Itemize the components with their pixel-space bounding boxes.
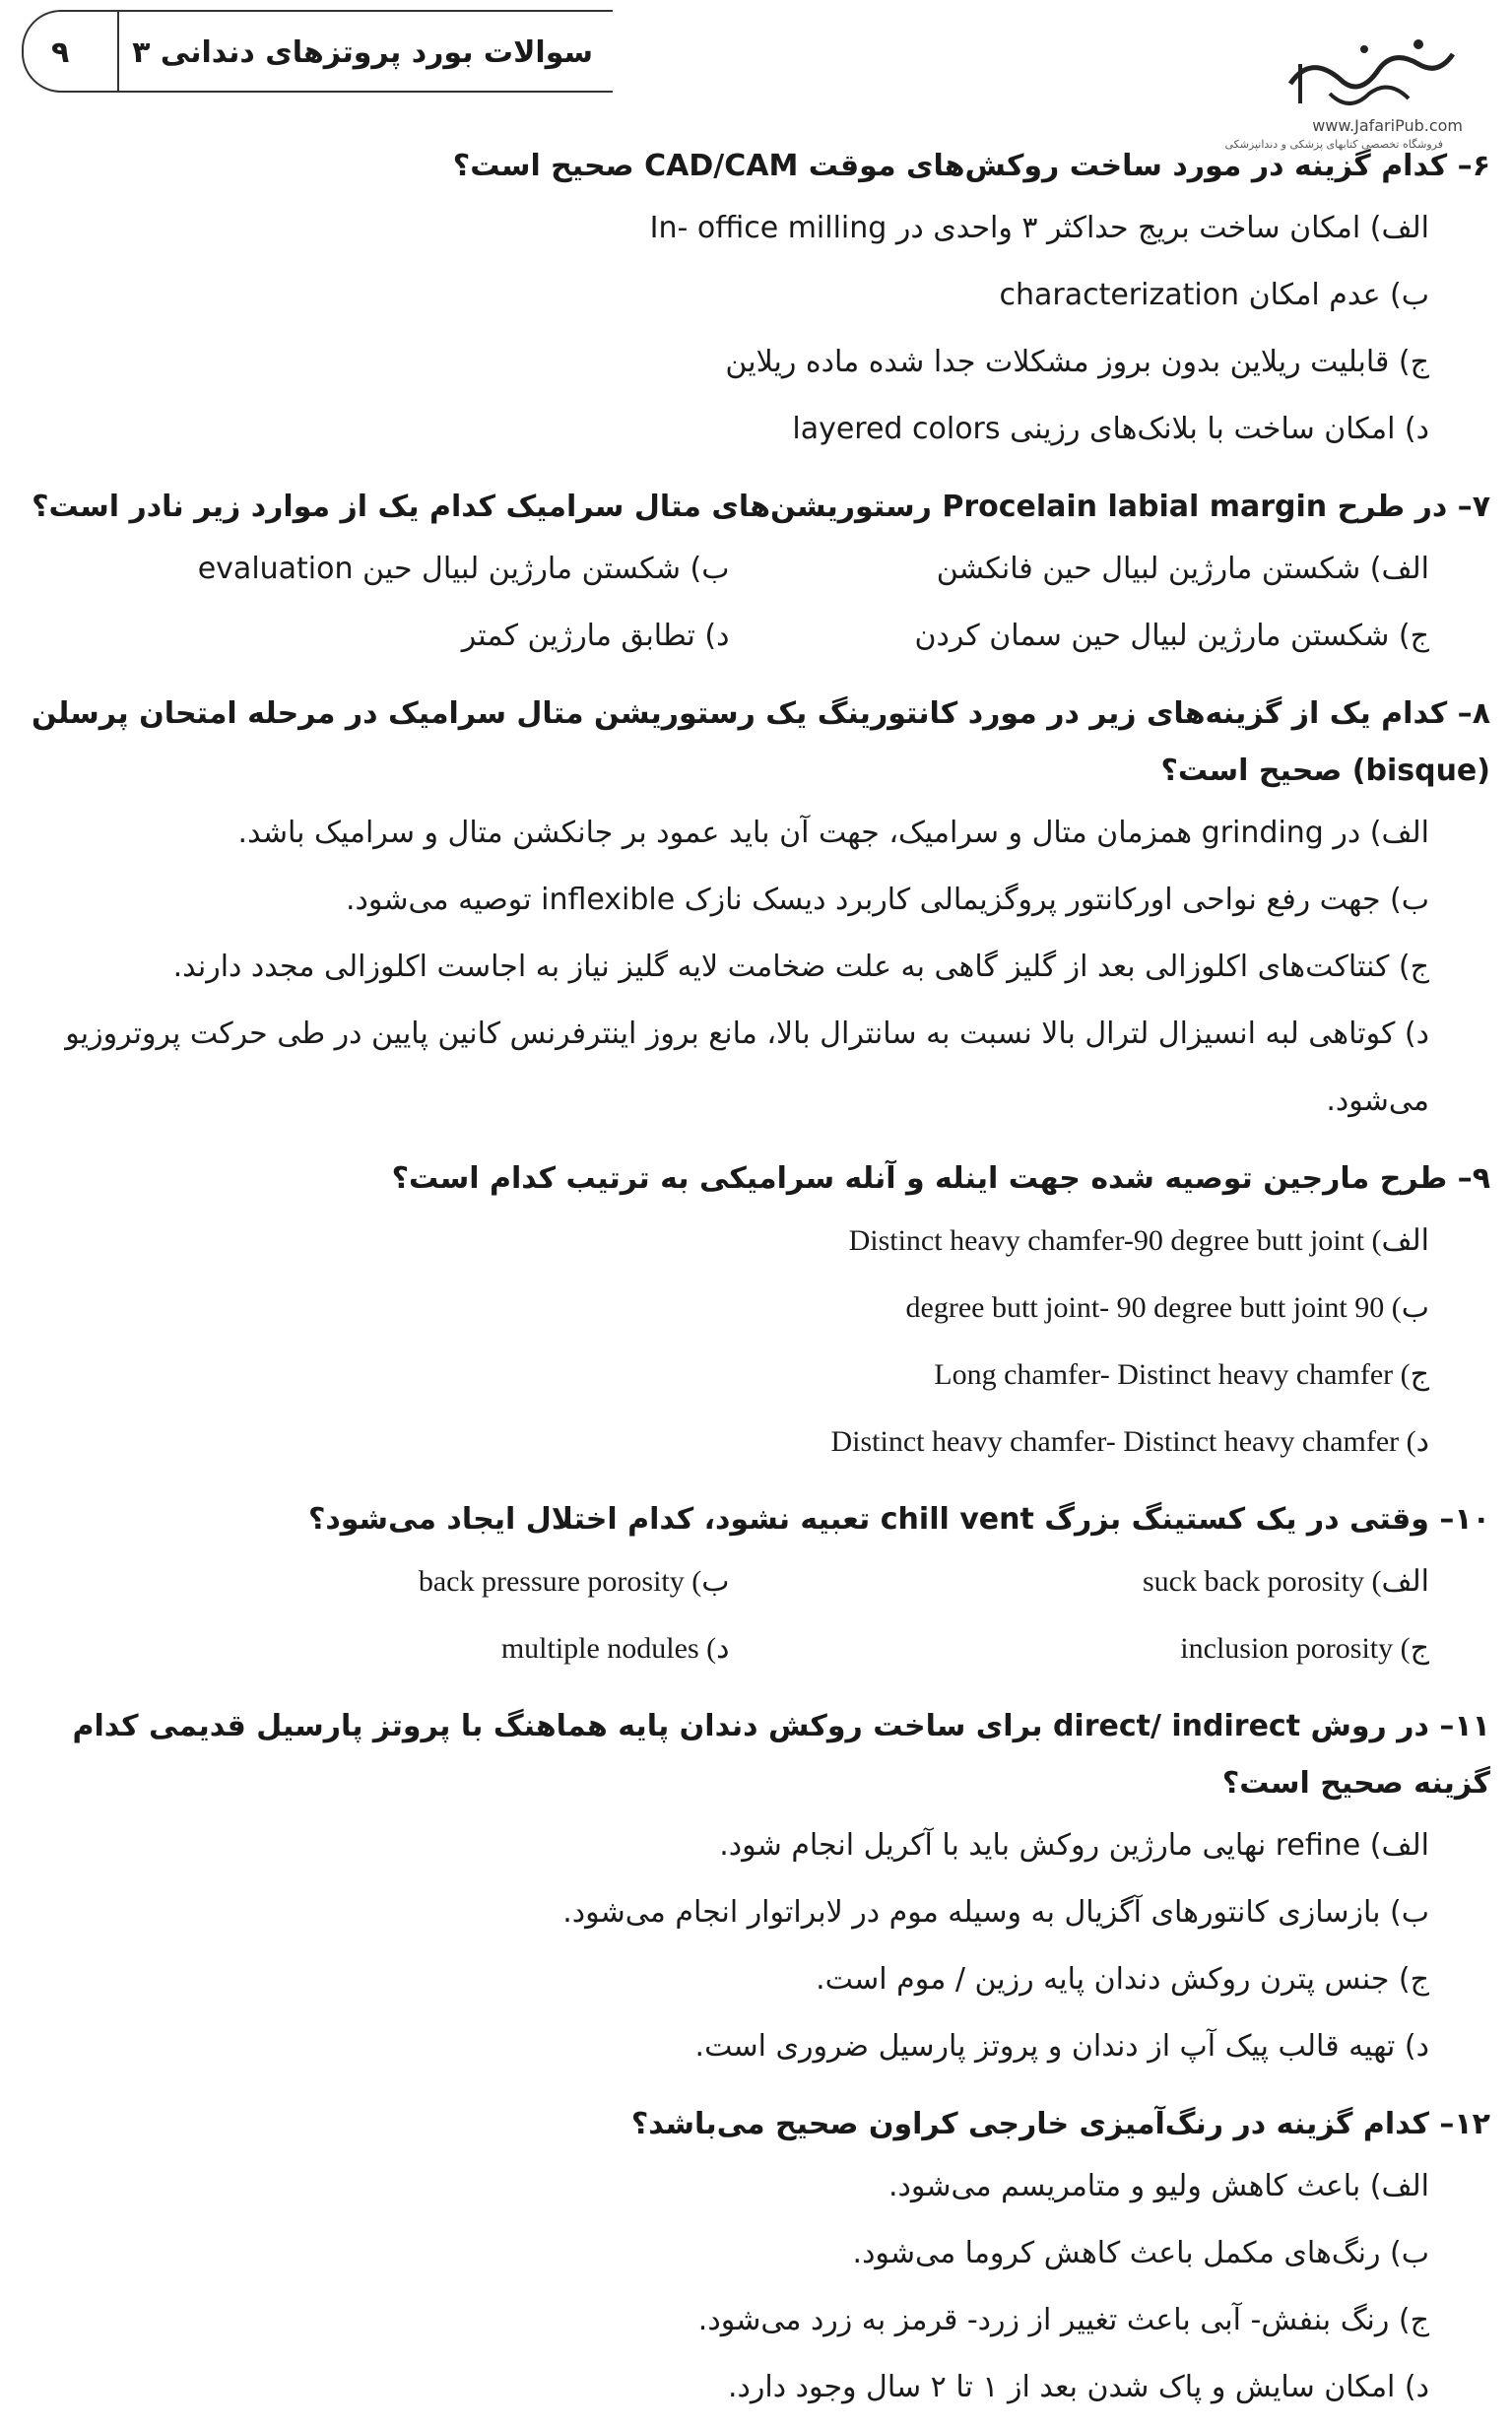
option-row <box>30 1615 1490 1682</box>
option-a: الف) Distinct heavy chamfer-90 degree butt joint <box>848 1224 1429 1257</box>
option-c: ج) قابلیت ریلاین بدون بروز مشکلات جدا شده ماده ریلاین <box>725 345 1429 379</box>
question-10 <box>30 1491 1490 1682</box>
header-title: سوالات بورد پروتزهای دندانی ۳ <box>132 35 593 70</box>
option-d: د) امکان ساخت با بلانک‌های رزینی layered colors <box>792 412 1429 446</box>
option-b: ب) رنگ‌های مکمل باعث کاهش کروما می‌شود. <box>852 2236 1429 2270</box>
question-stem: ۹– طرح مارجین توصیه شده جهت اینله و آنله سرامیکی به ترتیب کدام است؟ <box>391 1161 1490 1196</box>
option-c: ج) کنتاکت‌های اکلوزالی بعد از گلیز گاهی به علت ضخامت لایه گلیز نیاز به اجاست اکلوزالی مجدد دارند. <box>172 950 1429 984</box>
option-a: الف) refine نهایی مارژین روکش باید با آکریل انجام شود. <box>719 1828 1429 1863</box>
option-row <box>30 1548 1490 1615</box>
question-6 <box>30 138 1490 463</box>
page-header <box>22 10 613 93</box>
option-row <box>30 603 1490 670</box>
option-c: ج) شکستن مارژین لبیال حین سمان کردن <box>914 619 1429 653</box>
question-7 <box>30 479 1490 670</box>
logo-url: www.JafariPub.com <box>1312 116 1463 135</box>
option-d: د) کوتاهی لبه انسیزال لترال بالا نسبت به سانترال بالا، مانع بروز اینترفرنس کانین پایین در طی حرکت پروتروزیو می‌شود. <box>65 1017 1429 1118</box>
question-stem: ۱۲– کدام گزینه در رنگ‌آمیزی خارجی کراون صحیح می‌باشد؟ <box>630 2107 1490 2141</box>
option-b: ب) عدم امکان characterization <box>999 278 1429 312</box>
option-c: ج) inclusion porosity <box>1180 1632 1429 1665</box>
option-c: ج) رنگ بنفش- آبی باعث تغییر از زرد- قرمز به زرد می‌شود. <box>697 2303 1429 2337</box>
option-b: ب) 90 degree butt joint- 90 degree butt joint <box>905 1291 1429 1324</box>
question-12 <box>30 2096 1490 2421</box>
option-b: ب) جهت رفع نواحی اورکانتور پروگزیمالی کاربرد دیسک نازک inflexible توصیه می‌شود. <box>345 883 1429 917</box>
logo-tagline: فروشگاه تخصصی کتابهای پزشکی و دندانپزشکی <box>1224 138 1443 151</box>
header-divider <box>117 12 119 93</box>
question-stem: ۱۱– در روش direct/ indirect برای ساخت روکش دندان پایه هماهنگ با پروتز پارسیل قدیمی کدام گزینه صحیح است؟ <box>72 1709 1490 1801</box>
option-a: الف) باعث کاهش ولیو و متامریسم می‌شود. <box>887 2169 1429 2203</box>
option-d: د) تطابق مارژین کمتر <box>461 619 730 653</box>
question-9 <box>30 1150 1490 1476</box>
option-b: ب) بازسازی کانتورهای آگزیال به وسیله موم در لابراتوار انجام می‌شود. <box>562 1895 1429 1930</box>
question-stem: ۸– کدام یک از گزینه‌های زیر در مورد کانتورینگ یک رستوریشن متال سرامیک در مرحله امتحان پرسلن (bisque) صحیح است؟ <box>31 696 1490 788</box>
option-row <box>30 536 1490 603</box>
option-a: الف) امکان ساخت بریج حداکثر ۳ واحدی در In- office milling <box>649 211 1429 245</box>
option-c: ج) جنس پترن روکش دندان پایه رزین / موم است. <box>816 1962 1429 1997</box>
page-number: ۹ <box>51 35 70 70</box>
question-stem: ۱۰– وقتی در یک کستینگ بزرگ chill vent تعبیه نشود، کدام اختلال ایجاد می‌شود؟ <box>307 1502 1490 1537</box>
option-b: ب) شکستن مارژین لبیال حین evaluation <box>197 552 730 586</box>
option-d: د) multiple nodules <box>500 1632 730 1665</box>
option-b: ب) back pressure porosity <box>418 1565 730 1598</box>
option-d: د) تهیه قالب پیک آپ از دندان و پروتز پارسیل ضروری است. <box>694 2029 1429 2064</box>
question-stem: ۷– در طرح Procelain labial margin رستوریشن‌های متال سرامیک کدام یک از موارد زیر نادر است؟ <box>32 490 1490 524</box>
question-8 <box>30 686 1490 1135</box>
question-11 <box>30 1698 1490 2080</box>
option-d: د) امکان سایش و پاک شدن بعد از ۱ تا ۲ سال وجود دارد. <box>728 2370 1429 2404</box>
questions-section <box>30 138 1490 2421</box>
option-a: الف) در grinding همزمان متال و سرامیک، جهت آن باید عمود بر جانکشن متال و سرامیک باشد. <box>237 816 1429 850</box>
option-a: الف) شکستن مارژین لبیال حین فانکشن <box>936 552 1429 586</box>
question-stem: ۶– کدام گزینه در مورد ساخت روکش‌های موقت CAD/CAM صحیح است؟ <box>452 149 1490 183</box>
option-d: د) Distinct heavy chamfer- Distinct heavy chamfer <box>830 1425 1429 1458</box>
option-a: الف) suck back porosity <box>1143 1565 1429 1598</box>
option-c: ج) Long chamfer- Distinct heavy chamfer <box>934 1358 1429 1391</box>
